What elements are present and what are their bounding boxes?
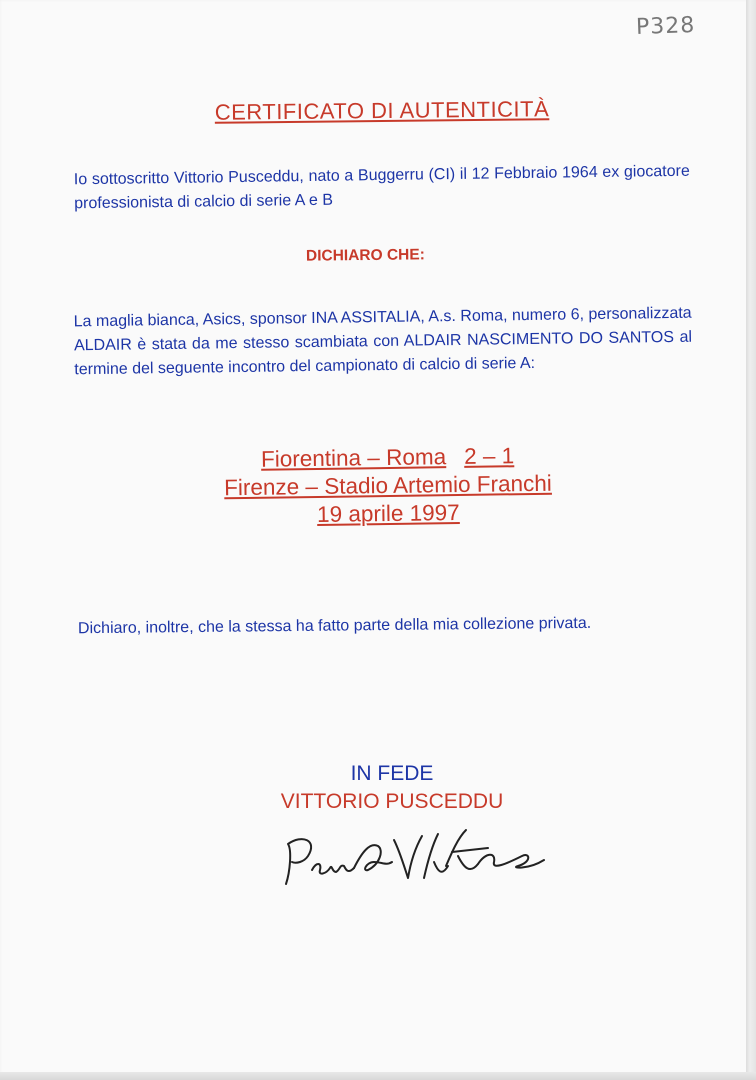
paper-edge-bottom bbox=[0, 1072, 756, 1080]
signature-block bbox=[262, 760, 522, 816]
match-score: 2 – 1 bbox=[463, 443, 515, 469]
statement-paragraph: La maglia bianca, Asics, sponsor INA ASSITALIA, A.s. Roma, numero 6, personalizzata ALDAIR è stata da me stesso scambiata con ALDAIR NASCIMENTO DO SANTOS al termine del seguente incontro del campionato di calcio di serie A: bbox=[73, 304, 693, 379]
match-date-line bbox=[196, 497, 580, 530]
match-venue-line bbox=[196, 469, 580, 502]
signer-name: VITTORIO PUSCEDDU bbox=[280, 790, 504, 813]
sign-off: IN FEDE bbox=[350, 762, 434, 785]
intro-paragraph: Io sottoscritto Vittorio Pusceddu, nato a Buggerru (CI) il 12 Febbraio 1964 ex giocatore professionista di calcio di serie A e B bbox=[73, 162, 690, 213]
paper-edge-right bbox=[746, 0, 756, 1080]
reference-mark: P328 bbox=[635, 12, 696, 41]
closing-paragraph: Dichiaro, inoltre, che la stessa ha fatto parte della mia collezione privata. bbox=[77, 614, 592, 638]
certificate-title: CERTIFICATO DI AUTENTICITÀ bbox=[214, 96, 550, 125]
match-date: 19 aprile 1997 bbox=[316, 500, 460, 527]
declares-heading: DICHIARO CHE: bbox=[305, 246, 425, 265]
handwritten-signature bbox=[282, 822, 552, 902]
match-teams: Fiorentina – Roma bbox=[260, 444, 447, 472]
match-venue: Firenze – Stadio Artemio Franchi bbox=[224, 470, 552, 501]
match-details bbox=[195, 441, 580, 530]
